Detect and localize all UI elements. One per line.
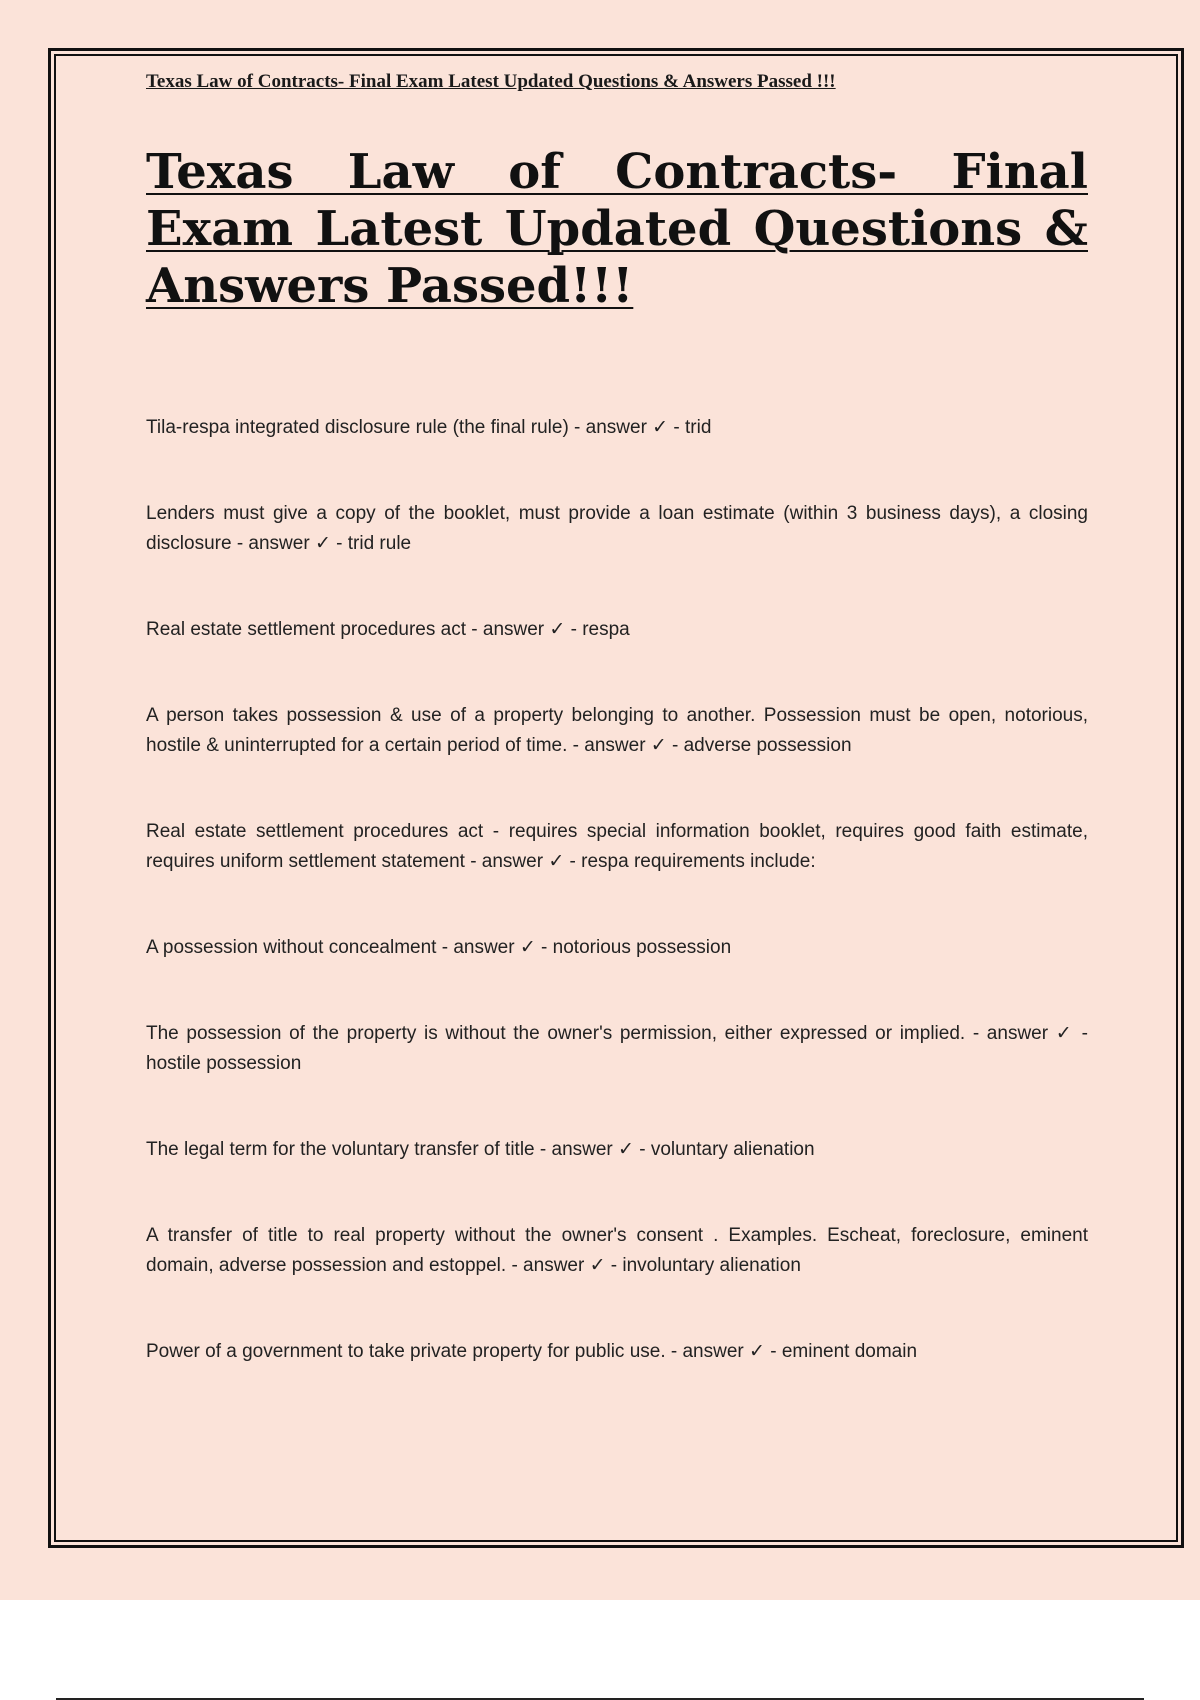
running-header: Texas Law of Contracts- Final Exam Latest Updated Questions & Answers Passed !!! bbox=[146, 71, 836, 92]
document-content bbox=[146, 60, 1088, 1367]
qa-item-3: Real estate settlement procedures act - answer ✓ - respa bbox=[146, 619, 630, 640]
qa-item-8: The legal term for the voluntary transfer of title - answer ✓ - voluntary alienation bbox=[146, 1139, 815, 1160]
qa-item-9: A transfer of title to real property without the owner's consent . Examples. Escheat, foreclosure, eminent domain, adverse possession and estoppel. - answer ✓ - involuntary alienation bbox=[146, 1225, 1088, 1276]
qa-item-2: Lenders must give a copy of the booklet, must provide a loan estimate (within 3 business days), a closing disclosure - answer ✓ - trid rule bbox=[146, 503, 1088, 554]
qa-list bbox=[146, 413, 1088, 1367]
qa-item-1: Tila-respa integrated disclosure rule (the final rule) - answer ✓ - trid bbox=[146, 417, 712, 438]
page-title: Texas Law of Contracts- Final Exam Latest Updated Questions & Answers Passed!!! bbox=[146, 144, 1088, 314]
qa-item-10: Power of a government to take private property for public use. - answer ✓ - eminent domain bbox=[146, 1341, 918, 1362]
qa-item-4: A person takes possession & use of a property belonging to another. Possession must be open, notorious, hostile & uninterrupted for a certain period of time. - answer ✓ - adverse possession bbox=[146, 705, 1088, 756]
qa-item-6: A possession without concealment - answer ✓ - notorious possession bbox=[146, 937, 732, 958]
qa-item-7: The possession of the property is without the owner's permission, either expressed or implied. - answer ✓ - hostile possession bbox=[146, 1023, 1088, 1074]
qa-item-5: Real estate settlement procedures act - requires special information booklet, requires good faith estimate, requires uniform settlement statement - answer ✓ - respa requirements include: bbox=[146, 821, 1088, 872]
